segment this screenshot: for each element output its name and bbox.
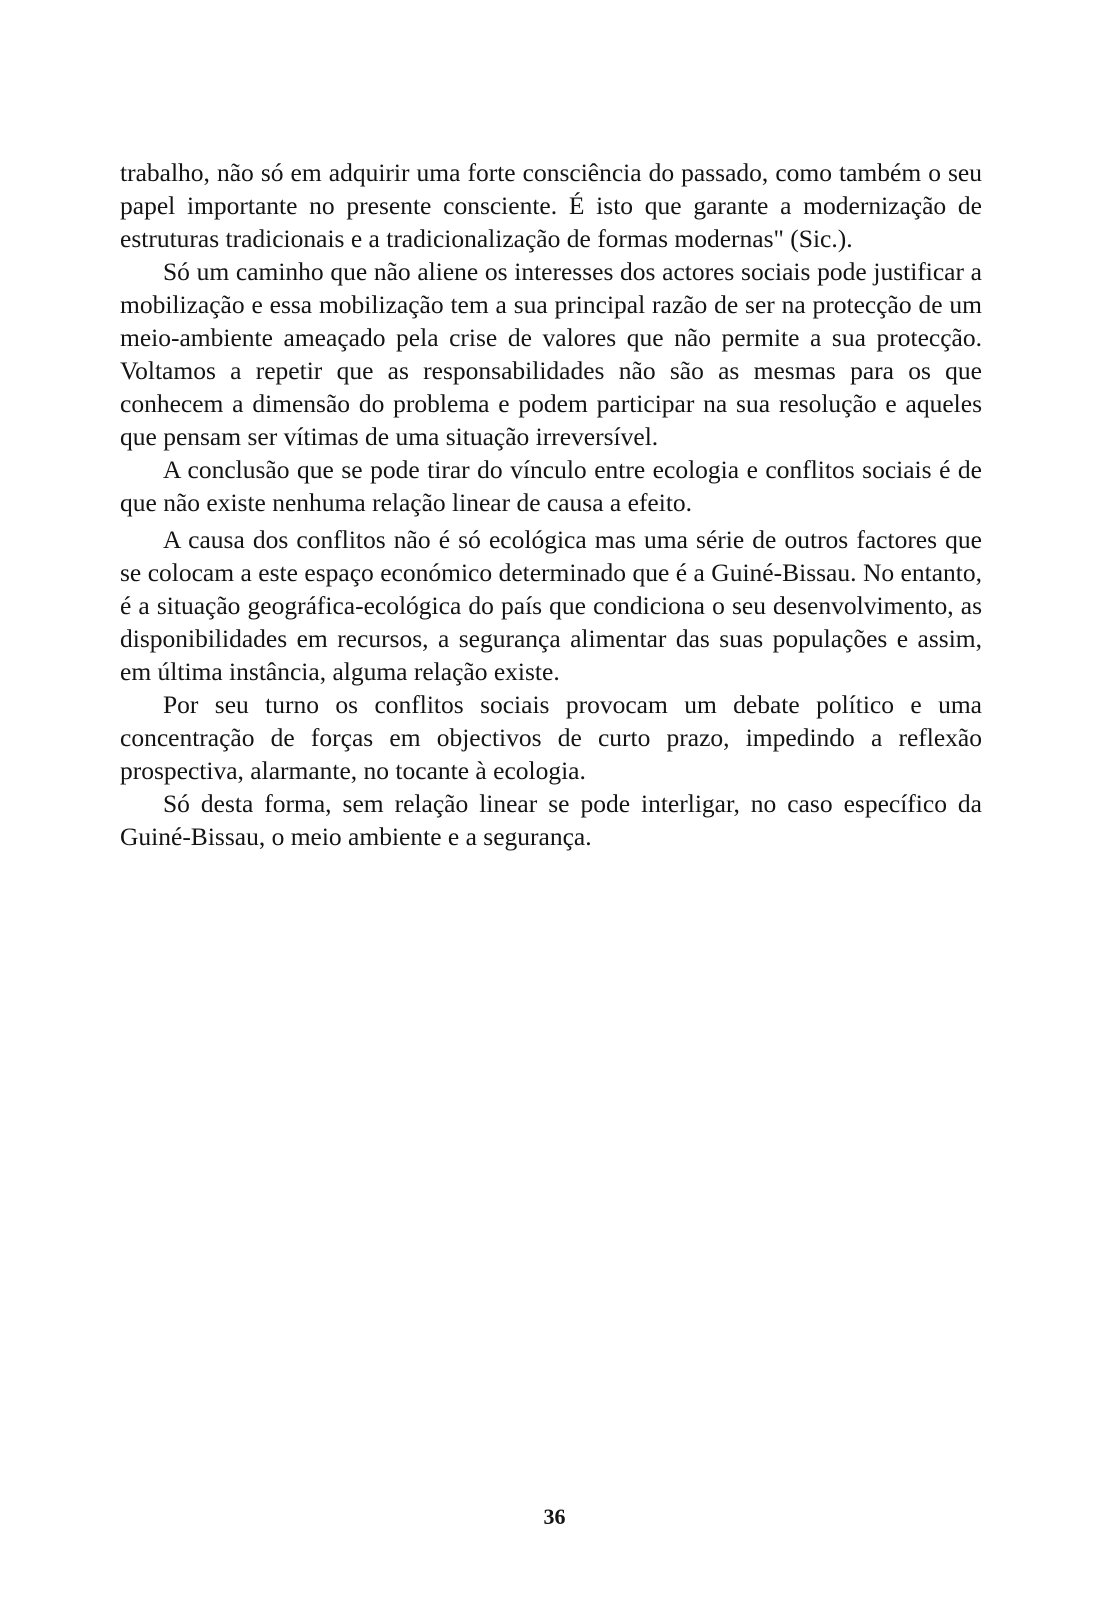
paragraph-conclusao: A conclusão que se pode tirar do vínculo entre ecologia e conflitos sociais é de que não existe nenhuma relação linear de causa a efeito.	[120, 455, 982, 517]
paragraph-mobilizacao: Só um caminho que não aliene os interesses dos actores sociais pode justificar a mobilização e essa mobilização tem a sua principal razão de ser na protecção de um meio-ambiente ameaçado pela crise de valores que não permite a sua protecção. Voltamos a repetir que as responsabilidades não são as mesmas para os que conhecem a dimensão do problema e podem participar na sua resolução e aqueles que pensam ser vítimas de uma situação irreversível.	[120, 257, 982, 451]
paragraph-causa-conflitos: A causa dos conflitos não é só ecológica mas uma série de outros factores que se colocam a este espaço económico determinado que é a Guiné-Bissau. No entanto, é a situação geográfica-ecológica do país que condiciona o seu desenvolvimento, as disponibilidades em recursos, a segurança alimentar das suas populações e assim, em última instância, alguma relação existe.	[120, 525, 982, 686]
page-number: 36	[543, 1504, 566, 1529]
body-text	[120, 156, 982, 853]
paragraph-continuation: trabalho, não só em adquirir uma forte consciência do passado, como também o seu papel importante no presente consciente. É isto que garante a modernização de estruturas tradicionais e a tradicionalização de formas modernas" (Sic.).	[120, 158, 982, 253]
paragraph-conflitos-sociais: Por seu turno os conflitos sociais provocam um debate político e uma concentração de forças em objectivos de curto prazo, impedindo a reflexão prospectiva, alarmante, no tocante à ecologia.	[120, 690, 982, 785]
paragraph-final: Só desta forma, sem relação linear se pode interligar, no caso específico da Guiné-Bissau, o meio ambiente e a segurança.	[120, 789, 982, 851]
